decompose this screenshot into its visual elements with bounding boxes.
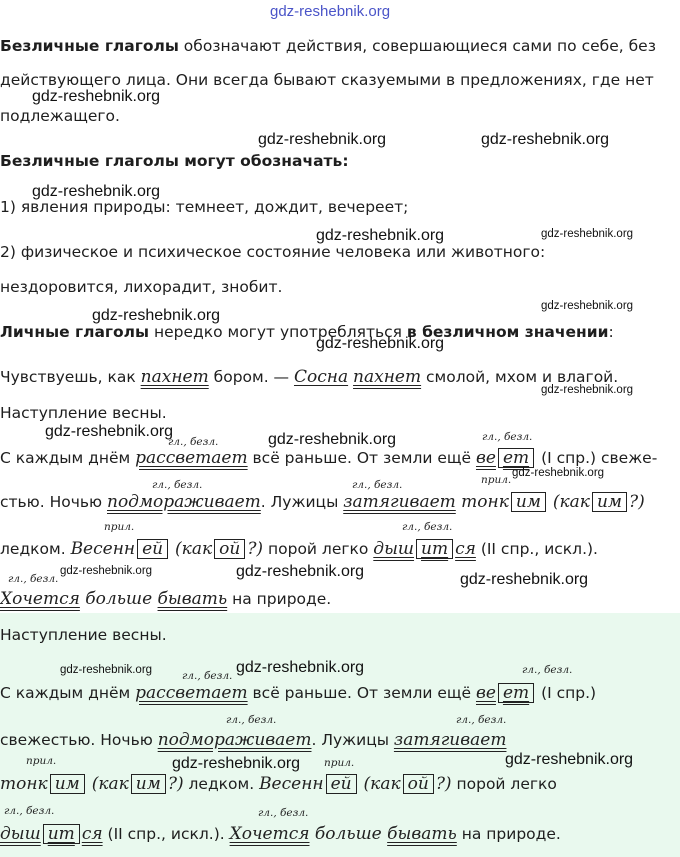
original-title: Наступление весны. — [0, 404, 167, 422]
mark-gl-bezl: гл., безл. — [168, 436, 219, 448]
watermark: gdz-reshebnik.org — [541, 300, 634, 312]
mark-pril: прил. — [481, 474, 512, 486]
watermark: gdz-reshebnik.org — [512, 467, 605, 479]
mark-gl-bezl: гл., безл. — [152, 479, 203, 491]
mark-gl-bezl: гл., безл. — [522, 664, 573, 676]
watermark: gdz-reshebnik.org — [32, 183, 161, 200]
answer-line-4: дыш ит ся (II спр., искл.). Хочется больше бывать на природе. — [0, 824, 561, 844]
watermark: gdz-reshebnik.org — [60, 664, 153, 676]
mark-gl-bezl: гл., безл. — [4, 805, 55, 817]
watermark: gdz-reshebnik.org — [460, 571, 589, 588]
watermark-top: gdz-reshebnik.org — [270, 3, 391, 20]
mark-gl-bezl: гл., безл. — [8, 573, 59, 585]
watermark: gdz-reshebnik.org — [32, 88, 161, 105]
watermark: gdz-reshebnik.org — [268, 431, 397, 448]
watermark: gdz-reshebnik.org — [236, 659, 365, 676]
answer-line-1: С каждым днём рассветает всё раньше. От земли ещё ве ет (I спр.) — [0, 683, 597, 703]
mark-gl-bezl: гл., безл. — [482, 431, 533, 443]
mark-gl-bezl: гл., безл. — [258, 807, 309, 819]
watermark: gdz-reshebnik.org — [172, 755, 301, 772]
answer-line-2: свежестью. Ночью подмораживает. Лужицы затягивает — [0, 730, 507, 750]
mark-pril: прил. — [324, 757, 355, 769]
watermark: gdz-reshebnik.org — [92, 307, 221, 324]
mark-gl-bezl: гл., безл. — [352, 479, 403, 491]
watermark: gdz-reshebnik.org — [258, 131, 387, 148]
mark-pril: прил. — [26, 755, 57, 767]
answer-line-3: тонк им (как им ?) ледком. Весенн ей (как ой ?) порой легко — [0, 774, 557, 794]
theory-item-1: 1) явления природы: темнеет, дождит, вечереет; — [0, 198, 409, 216]
watermark: gdz-reshebnik.org — [236, 563, 365, 580]
theory-paragraph-line-2: действующего лица. Они всегда бывают сказуемыми в предложениях, где нет — [0, 71, 654, 89]
original-line-1: С каждым днём рассветает всё раньше. От земли ещё ве ет (I спр.) свеже- — [0, 448, 658, 468]
theory-heading: Безличные глаголы могут обозначать: — [0, 152, 349, 170]
original-line-3: ледком. Весенн ей (как ой ?) порой легко дыш ит ся (II спр., искл.). — [0, 539, 598, 559]
watermark: gdz-reshebnik.org — [505, 751, 634, 768]
original-line-2: стью. Ночью подмораживает. Лужицы затягивает тонк им (как им ?) — [0, 492, 645, 512]
mark-gl-bezl: гл., безл. — [402, 521, 453, 533]
theory-paragraph-line-3: подлежащего. — [0, 107, 120, 125]
answer-title: Наступление весны. — [0, 626, 167, 644]
original-line-4: Хочется больше бывать на природе. — [0, 589, 332, 609]
mark-gl-bezl: гл., безл. — [226, 714, 277, 726]
watermark: gdz-reshebnik.org — [316, 335, 445, 352]
watermark: gdz-reshebnik.org — [45, 423, 174, 440]
watermark: gdz-reshebnik.org — [541, 384, 634, 396]
theory-item-2-continued: нездоровится, лихорадит, знобит. — [0, 278, 283, 296]
watermark: gdz-reshebnik.org — [541, 228, 634, 240]
mark-pril: прил. — [104, 521, 135, 533]
mark-gl-bezl: гл., безл. — [182, 670, 233, 682]
watermark: gdz-reshebnik.org — [60, 565, 153, 577]
mark-gl-bezl: гл., безл. — [456, 714, 507, 726]
theory-paragraph-line-1: Безличные глаголы обозначают действия, совершающиеся сами по себе, без — [0, 37, 656, 55]
theory-paragraph-2: Личные глаголы нередко могут употребляться в безличном значении: — [0, 323, 614, 341]
theory-item-2: 2) физическое и психическое состояние человека или животного: — [0, 243, 546, 261]
watermark: gdz-reshebnik.org — [316, 227, 445, 244]
example-sentence: Чувствуешь, как пахнет бором. — Сосна пахнет смолой, мхом и влагой. — [0, 367, 619, 387]
watermark: gdz-reshebnik.org — [481, 131, 610, 148]
